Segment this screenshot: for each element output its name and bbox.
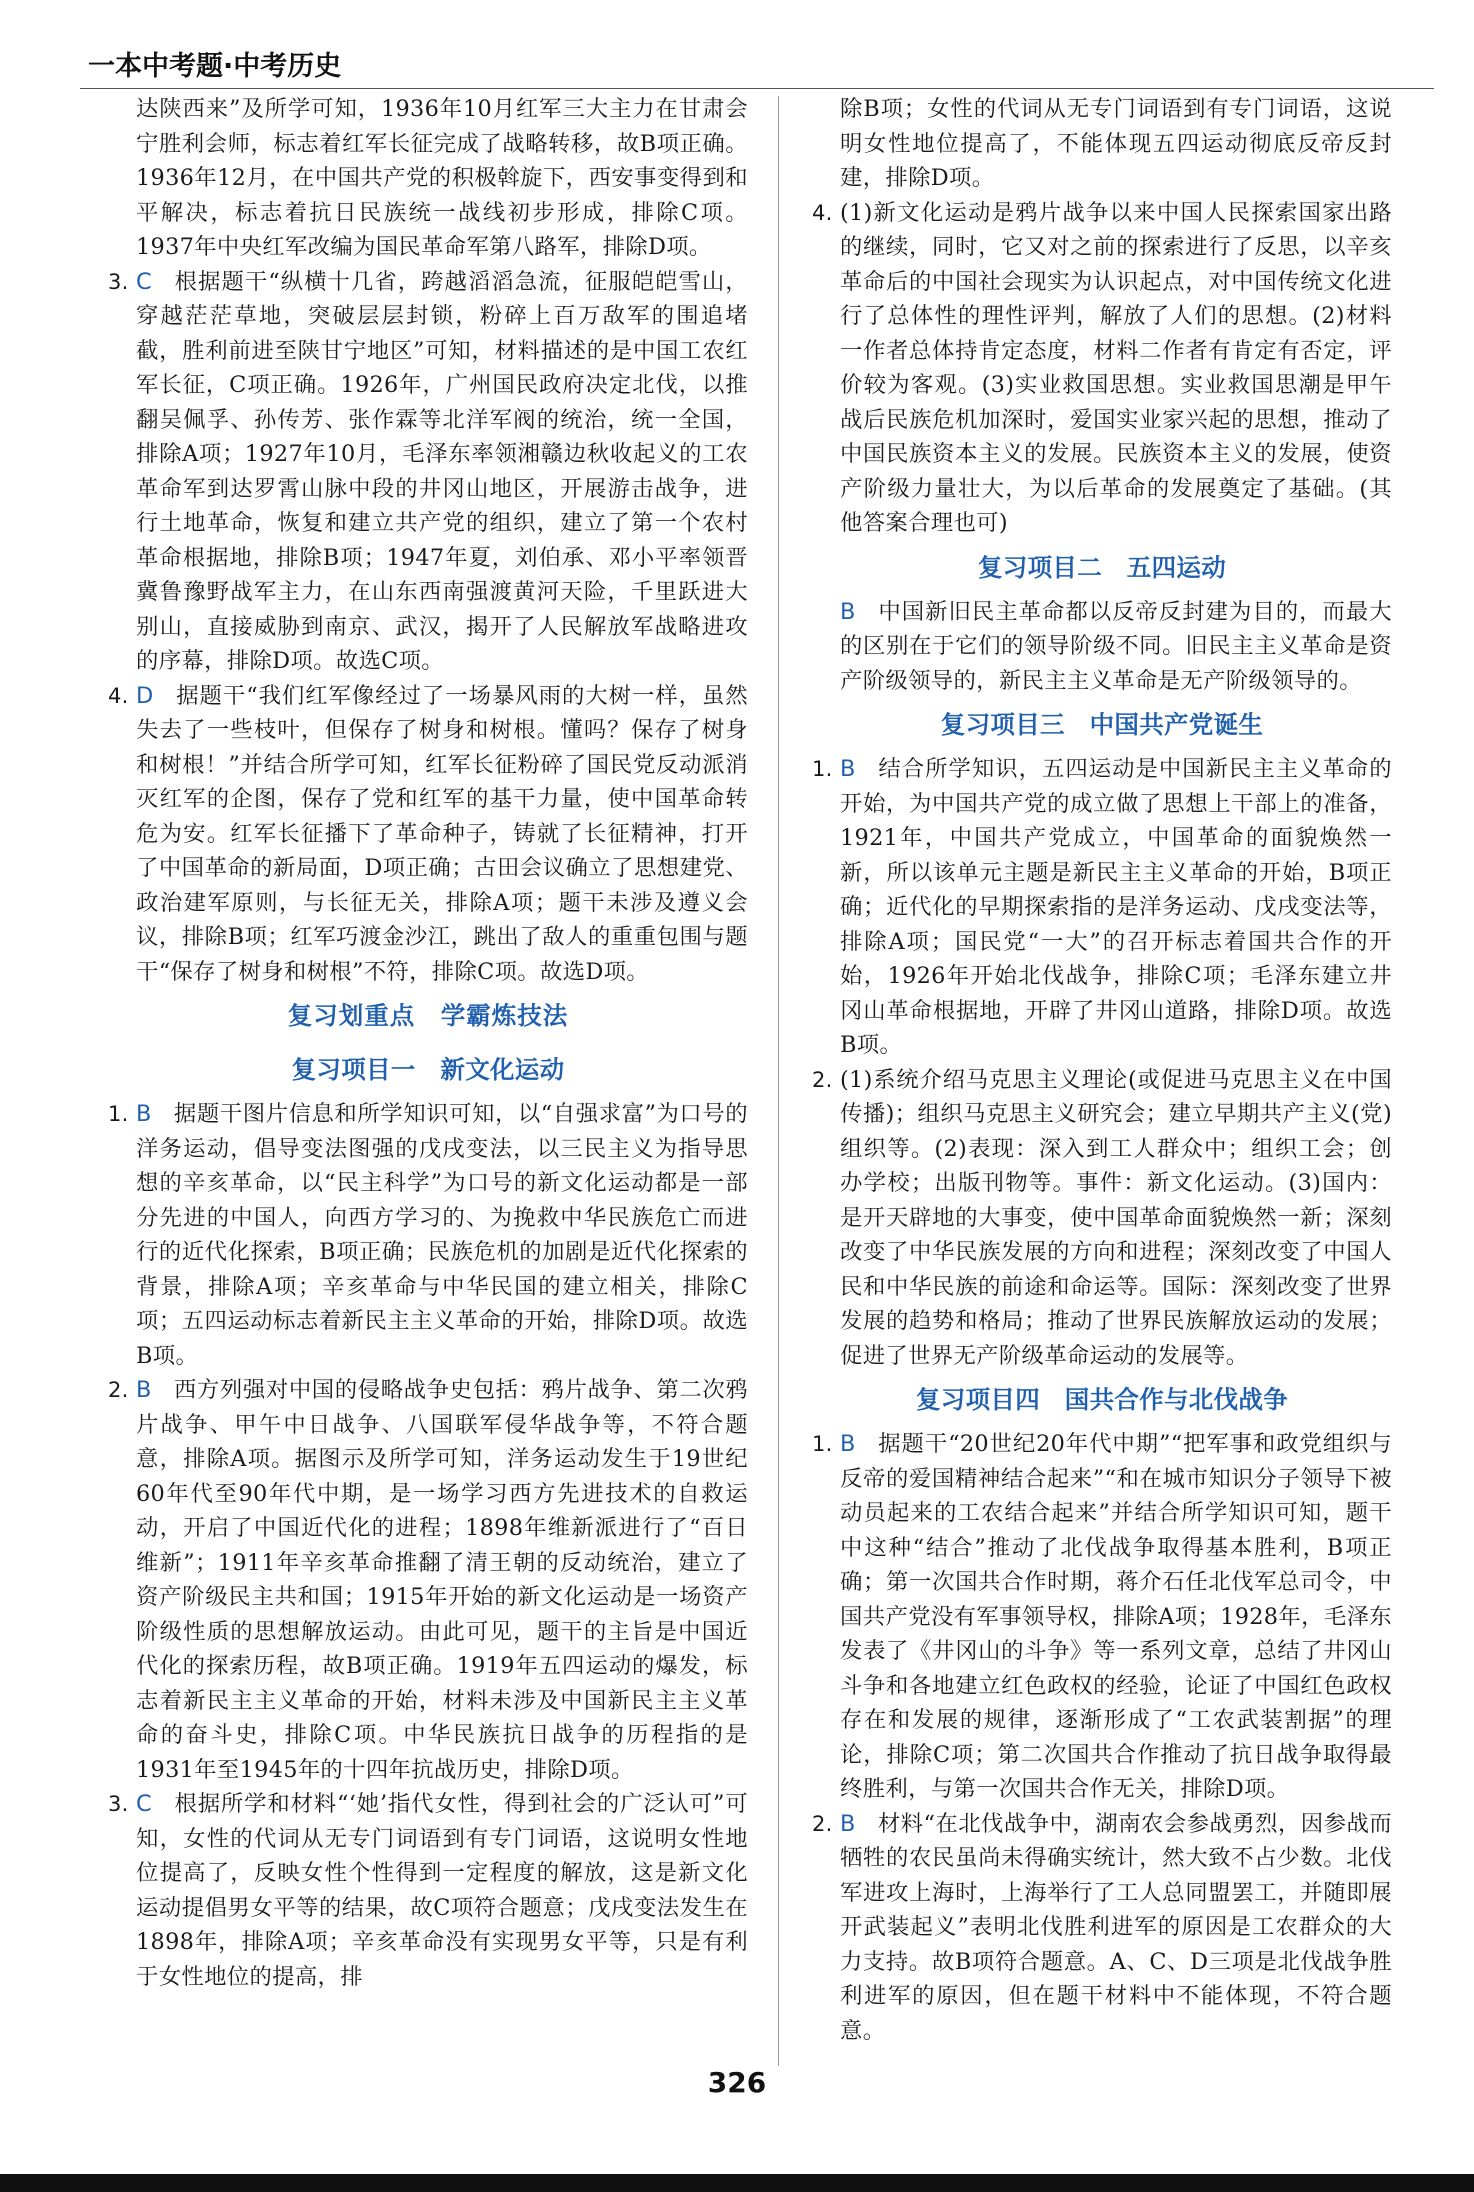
answer-letter: B <box>136 1377 152 1403</box>
item1-question-3 <box>108 1787 748 1994</box>
question-number: 2. <box>812 1811 833 1836</box>
question-number: 3. <box>108 269 129 294</box>
right-column <box>812 92 1392 2048</box>
answer-explanation: 中国新旧民主革命都以反帝反封建为目的，而最大的区别在于它们的领导阶级不同。旧民主主义革命是资产阶级领导的，新民主主义革命是无产阶级领导的。 <box>840 598 1392 694</box>
question-4 <box>108 679 748 990</box>
column-divider <box>778 96 779 2066</box>
question-number: 1. <box>812 1432 833 1456</box>
item1-question-2 <box>108 1373 748 1787</box>
section-heading-item-3: 复习项目三 中国共产党诞生 <box>940 710 1264 739</box>
answer-explanation: (1)新文化运动是鸦片战争以来中国人民探索国家出路的继续，同时，它又对之前的探索进行了反思，以辛亥革命后的中国社会现实为认识起点，对中国传统文化进行了总体性的理性评判，解放了人们的思想。(2)材料一作者总体持肯定态度，材料二作者有肯定有否定，评价较为客观。(3)实业救国思想。实业救国思潮是甲午战后民族危机加深时，爱国实业家兴起的思想，推动了中国民族资本主义的发展。民族资本主义的发展，使资产阶级力量壮大，为以后革命的发展奠定了基础。(其他答案合理也可) <box>840 199 1392 536</box>
answer-explanation: 西方列强对中国的侵略战争史包括：鸦片战争、第二次鸦片战争、甲午中日战争、八国联军侵华战争等，不符合题意，排除A项。据图示及所学可知，洋务运动发生于19世纪60年代至90年代中期，是一场学习西方先进技术的自救运动，开启了中国近代化的进程；1898年维新派进行了“百日维新”；1911年辛亥革命推翻了清王朝的反动统治，建立了资产阶级民主共和国；1915年开始的新文化运动是一场资产阶级性质的思想解放运动。由此可见，题干的主旨是中国近代化的探索历程，故B项正确。1919年五四运动的爆发，标志着新民主主义革命的开始，材料未涉及中国新民主主义革命的奋斗史，排除C项。中华民族抗日战争的历程指的是1931年至1945年的十四年抗战历史，排除D项。 <box>136 1377 748 1783</box>
answer-explanation: 结合所学知识，五四运动是中国新民主主义革命的开始，为中国共产党的成立做了思想上干部上的准备，1921年，中国共产党成立，中国革命的面貌焕然一新，所以该单元主题是新民主主义革命的开始，B项正确；近代化的早期探索指的是洋务运动、戊戌变法等，排除A项；国民党“一大”的召开标志着国共合作的开始，1926年开始北伐战争，排除C项；毛泽东建立井冈山革命根据地，开辟了井冈山道路，排除D项。故选B项。 <box>840 756 1392 1058</box>
answer-letter: B <box>840 1810 856 1837</box>
question-number: 3. <box>108 1792 129 1816</box>
section-heading-item-4: 复习项目四 国共合作与北伐战争 <box>916 1385 1288 1414</box>
item2-question <box>812 595 1392 699</box>
item4-question-2 <box>812 1807 1392 2049</box>
left-column <box>108 92 748 1994</box>
item1-question-4 <box>812 196 1392 541</box>
answer-letter: B <box>840 1431 856 1457</box>
answer-letter: B <box>840 598 856 625</box>
section-heading-major: 复习划重点 学霸炼技法 <box>287 1001 569 1030</box>
page-number: 326 <box>707 2066 767 2099</box>
item3-question-1 <box>812 752 1392 1063</box>
question-number: 1. <box>108 1102 129 1126</box>
answer-letter: C <box>136 268 152 295</box>
answer-letter: C <box>136 1791 152 1817</box>
question-number: 2. <box>812 1067 833 1092</box>
answer-explanation: 根据所学和材料“‘她’指代女性，得到社会的广泛认可”可知，女性的代词从无专门词语到有专门词语，这说明女性地位提高了，反映女性个性得到一定程度的解放，这是新文化运动提倡男女平等的结果，故C项符合题意；戊戌变法发生在1898年，排除A项；辛亥革命没有实现男女平等，只是有利于女性地位的提高，排 <box>136 1791 748 1990</box>
item3-question-2 <box>812 1063 1392 1374</box>
answer-letter: B <box>136 1101 152 1127</box>
running-header: 一本中考题·中考历史 <box>88 51 342 82</box>
bottom-band <box>0 2174 1474 2192</box>
answer-explanation: 根据题干“纵横十几省，跨越滔滔急流，征服皑皑雪山，穿越茫茫草地，突破层层封锁，粉碎上百万敌军的围追堵截，胜利前进至陕甘宁地区”可知，材料描述的是中国工农红军长征，C项正确。1926年，广州国民政府决定北伐，以推翻吴佩孚、孙传芳、张作霖等北洋军阀的统治，统一全国，排除A项；1927年10月，毛泽东率领湘赣边秋收起义的工农革命军到达罗霄山脉中段的井冈山地区，开展游击战争，进行土地革命，恢复和建立共产党的组织，建立了第一个农村革命根据地，排除B项；1947年夏，刘伯承、邓小平率领晋冀鲁豫野战军主力，在山东西南强渡黄河天险，千里跃进大别山，直接威胁到南京、武汉，揭开了人民解放军战略进攻的序幕，排除D项。故选C项。 <box>136 268 748 674</box>
question-number: 4. <box>812 200 833 225</box>
section-heading-item-2: 复习项目二 五四运动 <box>978 552 1226 582</box>
question-number: 1. <box>812 757 833 781</box>
answer-letter: B <box>840 756 856 782</box>
continued-paragraph: 除B项；女性的代词从无专门词语到有专门词语，这说明女性地位提高了，不能体现五四运动彻底反帝反封建，排除D项。 <box>840 96 1392 191</box>
item4-question-1 <box>812 1427 1392 1807</box>
question-3 <box>108 265 748 679</box>
question-number: 4. <box>108 683 129 708</box>
answer-letter: D <box>136 682 154 709</box>
continued-paragraph: 达陕西来”及所学可知，1936年10月红军三大主力在甘肃会宁胜利会师，标志着红军长征完成了战略转移，故B项正确。1936年12月，在中国共产党的积极斡旋下，西安事变得到和平解决，标志着抗日民族统一战线初步形成，排除C项。1937年中央红军改编为国民革命军第八路军，排除D项。 <box>136 96 748 260</box>
header-rule <box>80 88 1434 89</box>
answer-explanation: 据题干“我们红军像经过了一场暴风雨的大树一样，虽然失去了一些枝叶，但保存了树身和树根。懂吗？保存了树身和树根！”并结合所学可知，红军长征粉碎了国民党反动派消灭红军的企图，保存了党和红军的基干力量，使中国革命转危为安。红军长征播下了革命种子，铸就了长征精神，打开了中国革命的新局面，D项正确；古田会议确立了思想建党、政治建军原则，与长征无关，排除A项；题干未涉及遵义会议，排除B项；红军巧渡金沙江，跳出了敌人的重重包围与题干“保存了树身和树根”不符，排除C项。故选D项。 <box>136 682 748 985</box>
question-number: 2. <box>108 1378 129 1402</box>
item1-question-1 <box>108 1097 748 1373</box>
answer-explanation: 据题干图片信息和所学知识可知，以“自强求富”为口号的洋务运动，倡导变法图强的戊戌变法，以三民主义为指导思想的辛亥革命，以“民主科学”为口号的新文化运动都是一部分先进的中国人，向西方学习的、为挽救中华民族危亡而进行的近代化探索，B项正确；民族危机的加剧是近代化探索的背景，排除A项；辛亥革命与中华民国的建立相关，排除C项；五四运动标志着新民主主义革命的开始，排除D项。故选B项。 <box>136 1101 748 1369</box>
answer-explanation: 材料“在北伐战争中，湖南农会参战勇烈，因参战而牺牲的农民虽尚未得确实统计，然大致不占少数。北伐军进攻上海时，上海举行了工人总同盟罢工，并随即展开武装起义”表明北伐胜利进军的原因是工农群众的大力支持。故B项符合题意。A、C、D三项是北伐战争胜利进军的原因，但在题干材料中不能体现，不符合题意。 <box>840 1810 1392 2044</box>
section-heading-item-1: 复习项目一 新文化运动 <box>291 1055 565 1084</box>
answer-explanation: 据题干“20世纪20年代中期”“把军事和政党组织与反帝的爱国精神结合起来”“和在城市知识分子领导下被动员起来的工农结合起来”并结合所学知识可知，题干中这种“结合”推动了北伐战争取得基本胜利，B项正确；第一次国共合作时期，蒋介石任北伐军总司令，中国共产党没有军事领导权，排除A项；1928年，毛泽东发表了《井冈山的斗争》等一系列文章，总结了井冈山斗争和各地建立红色政权的经验，论证了中国红色政权存在和发展的规律，逐渐形成了“工农武装割据”的理论，排除C项；第二次国共合作推动了抗日战争取得最终胜利，与第一次国共合作无关，排除D项。 <box>840 1431 1392 1802</box>
answer-explanation: (1)系统介绍马克思主义理论(或促进马克思主义在中国传播)；组织马克思主义研究会；建立早期共产主义(党)组织等。(2)表现：深入到工人群众中；组织工会；创办学校；出版刊物等。事件：新文化运动。(3)国内：是开天辟地的大事变，使中国革命面貌焕然一新；深刻改变了中华民族发展的方向和进程；深刻改变了中国人民和中华民族的前途和命运等。国际：深刻改变了世界发展的趋势和格局；推动了世界民族解放运动的发展；促进了世界无产阶级革命运动的发展等。 <box>840 1066 1392 1369</box>
